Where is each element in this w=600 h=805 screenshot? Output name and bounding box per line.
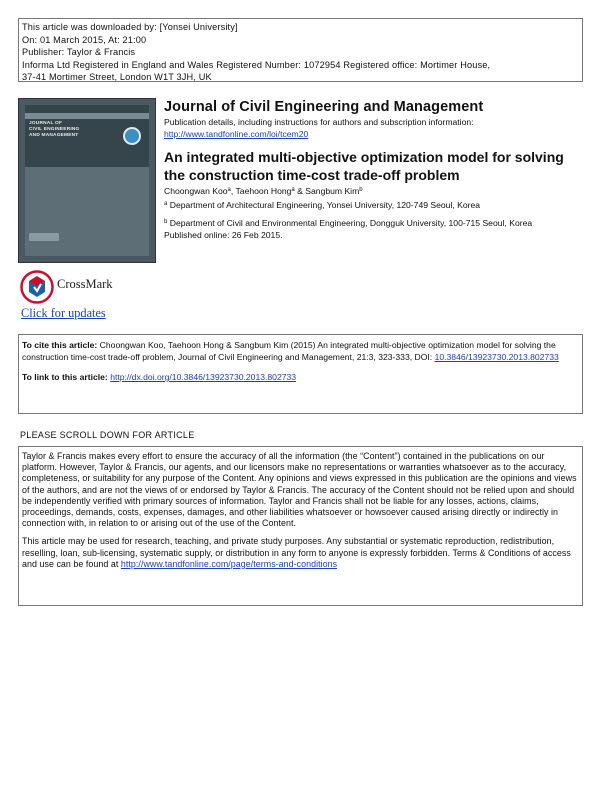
cover-strip: [25, 113, 149, 119]
cite-text: Choongwan Koo, Taehoon Hong & Sangbum Kim (2015) An integrated multi-objective optimization model for solving the construction time-cost trade-off problem, Journal of Civil Engineering and Management, 21:3, 323-333, DOI:: [22, 340, 556, 362]
published-online: Published online: 26 Feb 2015.: [164, 230, 283, 240]
crossmark-badge[interactable]: [20, 271, 124, 303]
download-info-box: [18, 18, 583, 82]
cover-title-line: AND MANAGEMENT: [29, 133, 79, 138]
cover-panel: [25, 105, 149, 256]
usage-text: This article may be used for research, teaching, and private study purposes. Any substantial or systematic reproduction, redistribution, reselling, loan, sub-licensing, systematic supply, or distribution in any form to anyone is expressly forbidden. Terms & Conditions of access and use can be found at: [22, 536, 571, 569]
click-for-updates-link[interactable]: Click for updates: [21, 306, 106, 320]
citation-box: [18, 334, 583, 414]
journal-url-link[interactable]: http://www.tandfonline.com/loi/tcem20: [164, 128, 309, 139]
author-affil-mark: a: [227, 187, 231, 193]
cite-doi-link[interactable]: 10.3846/13923730.2013.802733: [434, 352, 559, 362]
cover-badge-icon: [123, 127, 141, 145]
author-name: , Taehoon Hong: [230, 186, 292, 196]
author-name: & Sangbum Kim: [294, 186, 360, 196]
cite-label: To cite this article:: [22, 340, 98, 350]
link-paragraph: [22, 371, 579, 383]
article-title: An integrated multi-objective optimization model for solving the construction time-cost trade-off problem: [164, 149, 564, 183]
affiliation-a: [164, 200, 480, 212]
cover-title: [29, 121, 119, 139]
author-affil-mark: b: [359, 187, 363, 193]
terms-link[interactable]: http://www.tandfonline.com/page/terms-and-conditions: [120, 558, 338, 569]
scroll-notice: PLEASE SCROLL DOWN FOR ARTICLE: [20, 430, 195, 440]
publisher-logo-icon: [29, 233, 59, 241]
download-line: Publisher: Taylor & Francis: [22, 47, 136, 57]
article-doi-link[interactable]: http://dx.doi.org/10.3846/13923730.2013.802733: [110, 372, 297, 382]
download-line: Informa Ltd Registered in England and Wales Registered Number: 1072954 Registered office: Mortimer House,: [22, 59, 491, 70]
crossmark-label: CrossMark: [57, 277, 113, 291]
crossmark-icon: [20, 270, 54, 304]
affiliation-text: Department of Architectural Engineering, Yonsei University, 120-749 Seoul, Korea: [167, 200, 481, 210]
affiliation-text: Department of Civil and Environmental Engineering, Dongguk University, 100-715 Seoul, Korea: [167, 218, 533, 228]
affiliation-b: [164, 218, 532, 230]
download-line: This article was downloaded by: [Yonsei University]: [22, 22, 238, 32]
journal-title: Journal of Civil Engineering and Management: [164, 99, 484, 115]
publication-details: Publication details, including instructions for authors and subscription information:: [164, 117, 474, 127]
affiliation-mark: a: [164, 201, 168, 207]
author-name: Choongwan Koo: [164, 186, 228, 196]
affiliation-mark: b: [164, 219, 168, 225]
journal-cover-image[interactable]: [18, 98, 156, 263]
authors: [164, 186, 363, 198]
link-label: To link to this article:: [22, 372, 111, 382]
author-affil-mark: a: [291, 187, 295, 193]
disclaimer-paragraph: Taylor & Francis makes every effort to ensure the accuracy of all the information (the “Content”) contained in the publications on our platform. However, Taylor & Francis, our agents, and our licensors make no representations or warranties whatsoever as to the accuracy, completeness, or suitability for any purpose of the Content. Any opinions and views expressed in this publication are the opinions and views of the authors, and are not the views of or endorsed by Taylor & Francis. The accuracy of the Content should not be relied upon and should be independently verified with primary sources of information. Taylor and Francis shall not be liable for any losses, actions, claims, proceedings, demands, costs, expenses, damages, and other liabilities whatsoever or howsoever caused arising directly or indirectly in connection with, in relation to or arising out of the use of the Content.: [22, 451, 577, 529]
download-line: On: 01 March 2015, At: 21:00: [22, 34, 147, 45]
cite-paragraph: [22, 339, 579, 363]
cover-title-line: CIVIL ENGINEERING: [29, 127, 80, 132]
cover-title-line: JOURNAL OF: [29, 121, 63, 126]
download-line: 37-41 Mortimer Street, London W1T 3JH, UK: [22, 72, 212, 82]
usage-paragraph: [22, 536, 579, 570]
disclaimer-box: [18, 446, 583, 606]
